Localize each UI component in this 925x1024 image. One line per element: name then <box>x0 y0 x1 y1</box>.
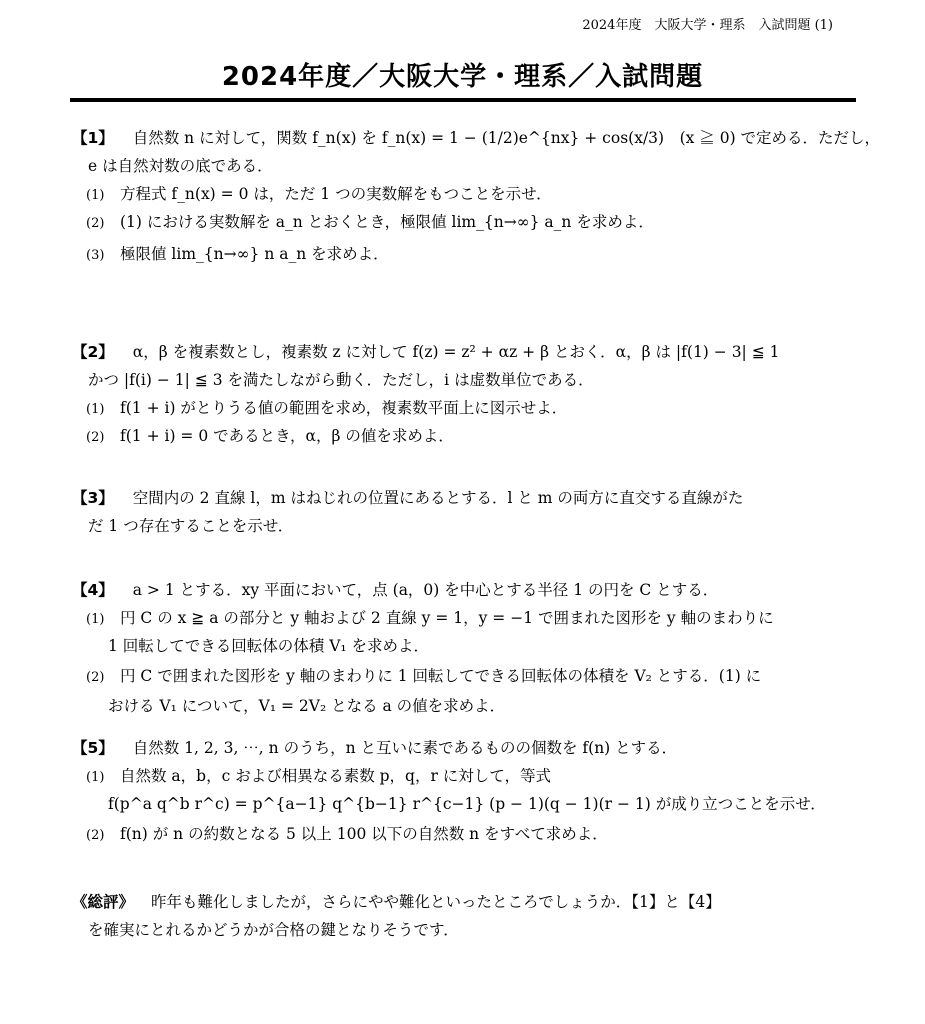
problem-1-label: 【1】 <box>72 129 114 147</box>
problem-1-line-2: e は自然対数の底である． <box>88 157 273 175</box>
problem-5-sub-1-cont: f(p^a q^b r^c) = p^{a−1} q^{b−1} r^{c−1} (p − 1)(q − 1)(r − 1) が成り立つことを示せ． <box>108 795 826 813</box>
problem-1-sub-1: (1) 方程式 f_n(x) = 0 は，ただ 1 つの実数解をもつことを示せ． <box>86 185 552 203</box>
title-rule <box>70 98 856 102</box>
problem-2-line-1: 【2】 α，β を複素数とし，複素数 z に対して f(z) = z² + αz + β とおく．α，β は |f(1) − 3| ≦ 1 <box>72 343 780 361</box>
problem-1-sub-2: (2) (1) における実数解を a_n とおくとき，極限値 lim_{n→∞} a_n を求めよ． <box>86 213 654 231</box>
problem-3-line-1: 【3】 空間内の 2 直線 l，m はねじれの位置にあるとする．l と m の両方に直交する直線がた <box>72 489 744 507</box>
problem-4-sub-1-cont: 1 回転してできる回転体の体積 V₁ を求めよ． <box>108 637 430 655</box>
running-header: 2024年度 大阪大学・理系 入試問題 (1) <box>582 18 833 33</box>
problem-4-sub-2-cont: おける V₁ について，V₁ = 2V₂ となる a の値を求めよ． <box>108 697 506 715</box>
problem-2-sub-2: (2) f(1 + i) = 0 であるとき，α，β の値を求めよ． <box>86 427 454 445</box>
problem-4 <box>72 576 862 720</box>
problem-3-line-2: だ 1 つ存在することを示せ． <box>88 517 294 535</box>
problem-5-sub-2: (2) f(n) が n の約数となる 5 以上 100 以下の自然数 n をすべて求めよ． <box>86 825 608 843</box>
review-label: 《総評》 <box>72 893 135 911</box>
problem-1-line-1 <box>72 124 881 152</box>
problem-3-label: 【3】 <box>72 489 114 507</box>
problem-3 <box>72 484 862 540</box>
problem-4-sub-2: (2) 円 C で囲まれた図形を y 軸のまわりに 1 回転してできる回転体の体積を V₂ とする．(1) に <box>86 667 762 685</box>
page-title: 2024年度／大阪大学・理系／入試問題 <box>221 62 704 92</box>
problem-5 <box>72 734 862 848</box>
problem-4-label: 【4】 <box>72 581 114 599</box>
problem-2 <box>72 338 862 450</box>
review-line-2: を確実にとれるかどうかが合格の鍵となりそうです． <box>88 921 459 939</box>
problem-5-sub-1: (1) 自然数 a，b，c および相異なる素数 p，q，r に対して，等式 <box>86 767 551 785</box>
problem-2-label: 【2】 <box>72 343 114 361</box>
problem-1-text-1: 自然数 n に対して，関数 f_n(x) を f_n(x) = 1 − (1/2)e^{nx} + cos(x/3) (x ≧ 0) で定める．ただし， <box>132 129 881 147</box>
problem-5-label: 【5】 <box>72 739 114 757</box>
problem-4-line-1: 【4】 a > 1 とする．xy 平面において，点 (a，0) を中心とする半径 1 の円を C とする． <box>72 581 719 599</box>
problem-4-sub-1: (1) 円 C の x ≧ a の部分と y 軸および 2 直線 y = 1，y = −1 で囲まれた図形を y 軸のまわりに <box>86 609 774 627</box>
problem-1 <box>72 124 881 272</box>
problem-1-sub-3: (3) 極限値 lim_{n→∞} n a_n を求めよ． <box>86 245 389 263</box>
review <box>72 888 862 944</box>
problem-5-line-1: 【5】 自然数 1, 2, 3, ⋯, n のうち，n と互いに素であるものの個数を f(n) とする． <box>72 739 678 757</box>
problem-2-line-2: かつ |f(i) − 1| ≦ 3 を満たしながら動く．ただし，i は虚数単位である． <box>88 371 594 389</box>
problem-2-sub-1: (1) f(1 + i) がとりうる値の範囲を求め，複素数平面上に図示せよ． <box>86 399 568 417</box>
review-line-1: 《総評》 昨年も難化しましたが，さらにやや難化といったところでしょうか．【1】と【4】 <box>72 893 721 911</box>
